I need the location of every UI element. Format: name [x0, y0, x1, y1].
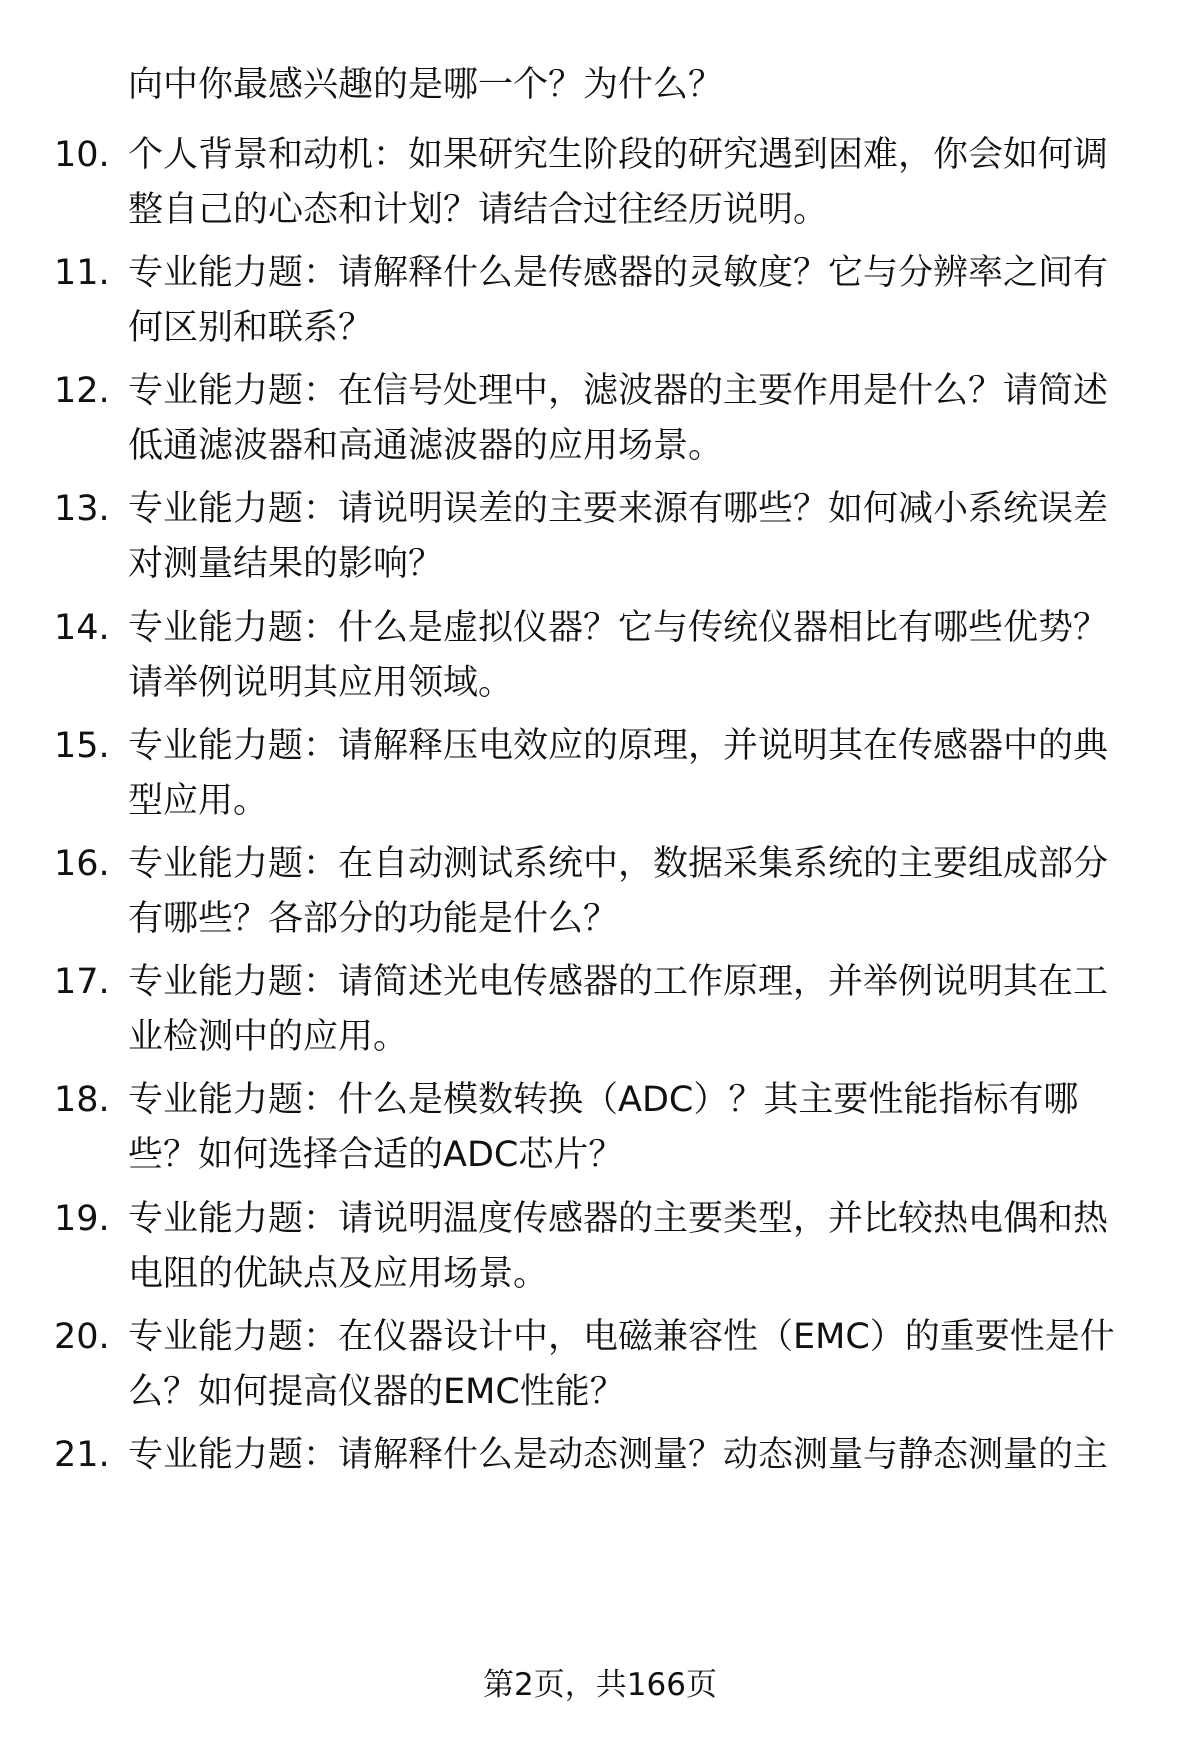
question-line: 专业能力题：在自动测试系统中，数据采集系统的主要组成部分 — [128, 844, 1109, 884]
question-text — [128, 246, 1148, 356]
question-number: 21. — [54, 1435, 110, 1475]
question-line: 专业能力题：在仪器设计中，电磁兼容性（EMC）的重要性是什 — [128, 1317, 1115, 1357]
question-line: 专业能力题：请说明温度传感器的主要类型，并比较热电偶和热 — [128, 1199, 1109, 1239]
question-line: 请举例说明其应用领域。 — [128, 663, 514, 703]
question-number: 10. — [54, 135, 110, 175]
question-line: 对测量结果的影响？ — [128, 544, 444, 584]
question-text — [128, 1310, 1148, 1420]
question-line: 有哪些？各部分的功能是什么？ — [128, 899, 619, 939]
question-text — [128, 719, 1148, 829]
question-number: 11. — [54, 253, 110, 293]
question-line: 专业能力题：请说明误差的主要来源有哪些？如何减小系统误差 — [128, 489, 1109, 529]
question-text — [128, 1428, 1148, 1483]
question-line: 个人背景和动机：如果研究生阶段的研究遇到困难，你会如何调 — [128, 135, 1109, 175]
question-line: 低通滤波器和高通滤波器的应用场景。 — [128, 426, 724, 466]
page-footer: 第2页，共166页 — [483, 1667, 717, 1703]
question-number: 16. — [54, 844, 110, 884]
question-text — [128, 364, 1148, 474]
question-line: 电阻的优缺点及应用场景。 — [128, 1254, 549, 1294]
question-number: 19. — [54, 1199, 110, 1239]
question-line: 专业能力题：什么是模数转换（ADC）？其主要性能指标有哪 — [128, 1080, 1079, 1120]
question-line: 些？如何选择合适的ADC芯片？ — [128, 1135, 624, 1175]
question-text — [128, 1073, 1148, 1183]
question-line: 整自己的心态和计划？请结合过往经历说明。 — [128, 190, 829, 230]
question-number: 17. — [54, 962, 110, 1002]
question-line: 么？如何提高仪器的EMC性能？ — [128, 1372, 625, 1412]
question-number: 14. — [54, 608, 110, 648]
question-line: 型应用。 — [128, 781, 269, 821]
question-line: 专业能力题：在信号处理中，滤波器的主要作用是什么？请简述 — [128, 371, 1109, 411]
question-number: 15. — [54, 726, 110, 766]
question-line: 专业能力题：什么是虚拟仪器？它与传统仪器相比有哪些优势？ — [128, 608, 1109, 648]
question-line: 专业能力题：请解释什么是传感器的灵敏度？它与分辨率之间有 — [128, 253, 1109, 293]
question-line: 业检测中的应用。 — [128, 1017, 409, 1057]
continuation-line: 向中你最感兴趣的是哪一个？为什么？ — [128, 65, 724, 105]
question-text — [128, 837, 1148, 947]
question-number: 12. — [54, 371, 110, 411]
question-text — [128, 128, 1148, 238]
question-line: 专业能力题：请解释什么是动态测量？动态测量与静态测量的主 — [128, 1435, 1109, 1475]
question-number: 13. — [54, 489, 110, 529]
question-line: 专业能力题：请解释压电效应的原理，并说明其在传感器中的典 — [128, 726, 1109, 766]
question-line: 专业能力题：请简述光电传感器的工作原理，并举例说明其在工 — [128, 962, 1109, 1002]
question-number: 18. — [54, 1080, 110, 1120]
question-text — [128, 955, 1148, 1065]
question-text — [128, 1192, 1148, 1302]
question-text — [128, 601, 1148, 711]
question-number: 20. — [54, 1317, 110, 1357]
question-line: 何区别和联系？ — [128, 308, 374, 348]
question-text — [128, 482, 1148, 592]
